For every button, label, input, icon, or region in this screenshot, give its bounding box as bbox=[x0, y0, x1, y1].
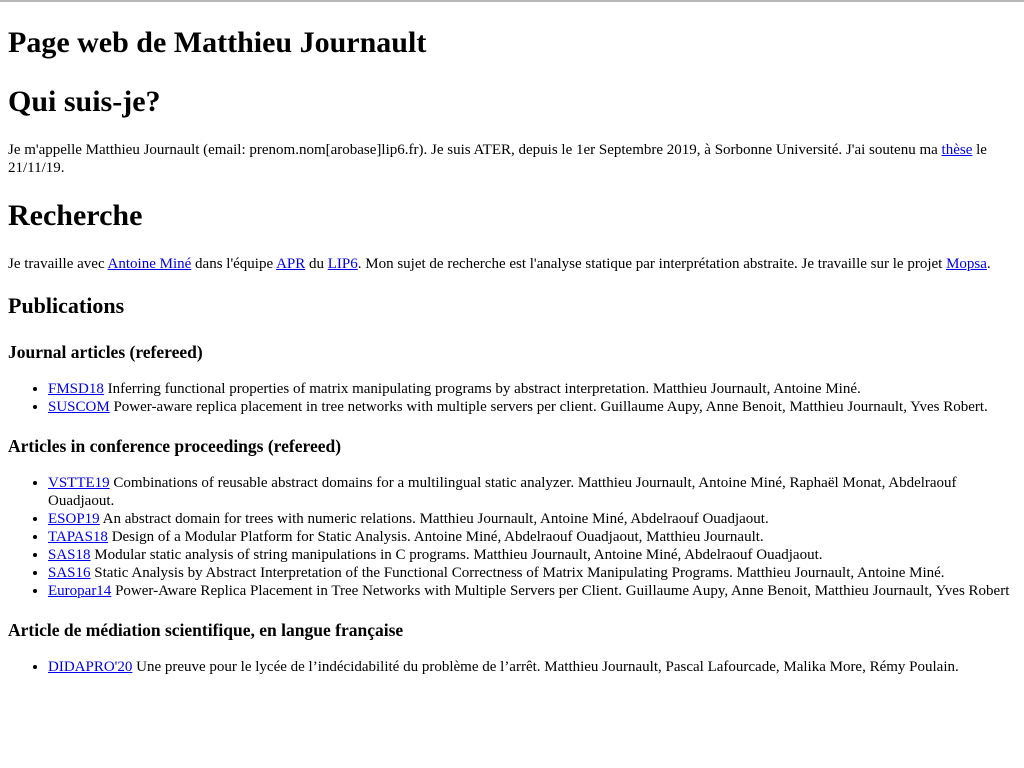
publications-heading: Publications bbox=[8, 293, 125, 318]
mediation-articles-heading: Article de médiation scientifique, en langue française bbox=[8, 620, 404, 640]
publication-citation: Une preuve pour le lycée de l’indécidabilité du problème de l’arrêt. Matthieu Journault, Pascal Lafourcade, Malika More, Rémy Poulain. bbox=[132, 659, 959, 675]
about-paragraph bbox=[8, 141, 1016, 177]
page-content bbox=[0, 25, 1024, 676]
mediation-articles-list bbox=[8, 658, 1016, 676]
publication-citation: An abstract domain for trees with numeric relations. Matthieu Journault, Antoine Miné, Abdelraouf Ouadjaout. bbox=[99, 511, 769, 527]
publication-citation: Design of a Modular Platform for Static Analysis. Antoine Miné, Abdelraouf Ouadjaout, Matthieu Journault. bbox=[107, 529, 764, 545]
research-text: . Mon sujet de recherche est l'analyse statique par interprétation abstraite. Je travaille sur le projet bbox=[357, 256, 947, 272]
list-item bbox=[48, 474, 1016, 510]
thesis-link[interactable]: thèse bbox=[941, 142, 973, 158]
list-item bbox=[48, 380, 1016, 398]
publication-citation: Modular static analysis of string manipulations in C programs. Matthieu Journault, Antoine Miné, Abdelraouf Ouadjaout. bbox=[90, 547, 823, 563]
publication-citation: Power-aware replica placement in tree networks with multiple servers per client. Guillaume Aupy, Anne Benoit, Matthieu Journault, Yves Robert. bbox=[109, 399, 988, 415]
list-item bbox=[48, 546, 1016, 564]
journal-articles-heading: Journal articles (refereed) bbox=[8, 342, 203, 362]
research-heading: Recherche bbox=[8, 199, 143, 232]
publication-citation: Power-Aware Replica Placement in Tree Networks with Multiple Servers per Client. Guillaume Aupy, Anne Benoit, Matthieu Journault, Yves Robert bbox=[111, 583, 1010, 599]
publication-link-suscom[interactable]: SUSCOM bbox=[48, 399, 110, 415]
apr-link[interactable]: APR bbox=[276, 256, 306, 272]
list-item bbox=[48, 398, 1016, 416]
publication-link-esop19[interactable]: ESOP19 bbox=[48, 511, 100, 527]
lip6-link[interactable]: LIP6 bbox=[327, 256, 358, 272]
antoine-mine-link[interactable]: Antoine Miné bbox=[107, 256, 192, 272]
list-item bbox=[48, 582, 1016, 600]
research-text: Je travaille avec bbox=[8, 256, 108, 272]
publication-link-didapro20[interactable]: DIDAPRO'20 bbox=[48, 659, 133, 675]
list-item bbox=[48, 528, 1016, 546]
list-item bbox=[48, 510, 1016, 528]
publication-link-tapas18[interactable]: TAPAS18 bbox=[48, 529, 108, 545]
publication-citation: Static Analysis by Abstract Interpretation of the Functional Correctness of Matrix Manipulating Programs. Matthieu Journault, Antoine Miné. bbox=[90, 565, 945, 581]
research-text: du bbox=[305, 256, 328, 272]
about-heading: Qui suis-je? bbox=[8, 85, 161, 118]
publication-link-fmsd18[interactable]: FMSD18 bbox=[48, 381, 104, 397]
research-paragraph bbox=[8, 255, 1016, 273]
publication-link-vstte19[interactable]: VSTTE19 bbox=[48, 475, 110, 491]
about-text-after: le 21/11/19. bbox=[8, 142, 987, 176]
publication-link-europar14[interactable]: Europar14 bbox=[48, 583, 112, 599]
conference-articles-heading: Articles in conference proceedings (refereed) bbox=[8, 436, 342, 456]
about-text-before: Je m'appelle Matthieu Journault (email: prenom.nom[arobase]lip6.fr). Je suis ATER, depuis le 1er Septembre 2019, à Sorbonne Université. J'ai soutenu ma bbox=[8, 142, 942, 158]
research-text: dans l'équipe bbox=[191, 256, 277, 272]
publication-link-sas16[interactable]: SAS16 bbox=[48, 565, 91, 581]
publication-citation: Combinations of reusable abstract domains for a multilingual static analyzer. Matthieu Journault, Antoine Miné, Raphaël Monat, Abdelraouf Ouadjaout. bbox=[48, 475, 957, 509]
research-text: . bbox=[986, 256, 991, 272]
conference-articles-list bbox=[8, 474, 1016, 600]
publication-citation: Inferring functional properties of matrix manipulating programs by abstract interpretation. Matthieu Journault, Antoine Miné. bbox=[103, 381, 861, 397]
journal-articles-list bbox=[8, 380, 1016, 416]
page-title: Page web de Matthieu Journault bbox=[8, 26, 427, 59]
list-item bbox=[48, 564, 1016, 582]
publication-link-sas18[interactable]: SAS18 bbox=[48, 547, 91, 563]
mopsa-link[interactable]: Mopsa bbox=[946, 256, 987, 272]
list-item bbox=[48, 658, 1016, 676]
